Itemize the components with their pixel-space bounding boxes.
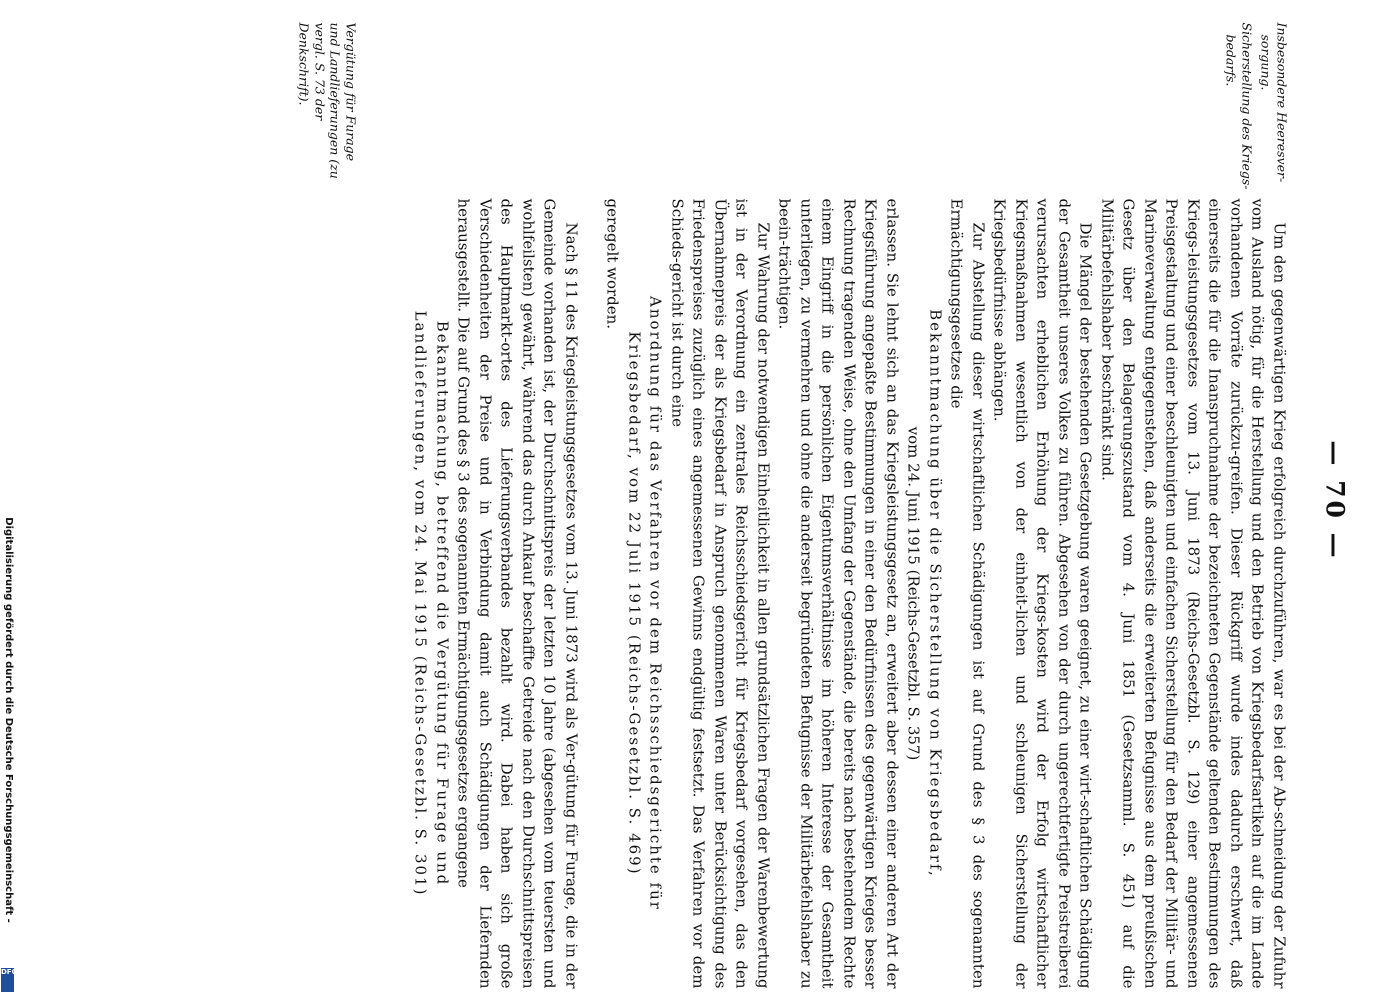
- paragraph: Nach § 11 des Kriegsleistungsgesetzes vom 13. Juni 1873 wird als Ver-gütung für Furage, die in der Gemeinde vorhanden ist, der Durchschnittspreis der letzten 10 Jahre (abgesehen vom teuersten und wohlfeilsten) gewährt, während das durch Ankauf beschaffte Getreide nach den Durchschnittspreisen des Hauptmarkt-ortes des Lieferungsverbandes bezahlt wird. Dabei haben sich große Verschiedenheiten der Preise und in Verbindung damit auch Schädigungen der Liefernden herausgestellt. Die auf Grund des § 3 des sogenannten Ermächtigungsgesetzes ergangene: [455, 198, 581, 989]
- digitization-caption: Digitalisierung gefördert durch die Deutsche Forschungsgemeinschaft -: [3, 517, 14, 923]
- dfg-logo-text: DFG: [1, 968, 18, 976]
- margin-note-heeresversorgung: [1259, 23, 1290, 195]
- margin-note-line: Insbesondere Heeresver-: [1274, 22, 1290, 183]
- paragraph: Zur Wahrung der notwendigen Einheitlichkeit in allen grundsätzlichen Fragen der Warenbewertung ist in der Verordnung ein zentrales Reichsschiedsgericht für Kriegsbedarf vorgesehen, das den Übernahmepreis der als Kriegsbedarf in Anspruch genommenen Waren unter Berücksichtigung des Friedenspreises zuzüglich eines angemessenen Gewinns endgültig festsetzt. Das Verfahren vor dem Schieds-gericht ist durch eine: [668, 198, 773, 989]
- margin-note-line: Sicherstellung des Kriegs-: [1239, 22, 1255, 190]
- paragraph: Um den gegenwärtigen Krieg erfolgreich durchzuführen, war es bei der Ab-schneidung der Zufuhr vom Ausland nötig, für die Herstellung und den Betrieb von Kriegsbedarfsartikeln auf die im Lande vorhandenen Vorräte zurückzu-greifen. Dieser Rückgriff wurde indes dadurch erschwert, daß einerseits die für die Inanspruchnahme der bezeichneten Gegenstände geltenden Bestimmungen des Kriegs-leistungsgesetzes vom 13. Juni 1873 (Reichs-Gesetzbl. S. 129) einer angemessenen Preisgestaltung und einer beschleunigten und einfachen Sicherstellung für den Bedarf der Militär- und Marineverwaltung entgegenstehen, daß anderseits die erweiterten Befugnisse aus dem preußischen Gesetz über den Belagerungszustand vom 4. Juni 1851 (Gesetzsamml. S. 451) auf die Militärbefehlshaber beschränkt sind.: [1098, 198, 1289, 989]
- margin-note-line: bedarfs.: [1224, 34, 1239, 87]
- decree-title: Bekanntmachung, betreffend die Vergütung für Furage und Landlieferungen, vom 24. Mai 1915 (Reichs-Gesetzbl. S. 301): [412, 310, 452, 897]
- rotated-document-page: [0, 1, 1383, 1001]
- paragraph: erlassen. Sie lehnt sich an das Kriegsleistungsgesetz an, erweitert aber dessen einer anderen Art der Kriegsführung angepaßte Bestimmungen in einer den Bedürfnissen des gegenwärtigen Krieges besser Rechnung tragenden Weise, ohne den Umfang der Gegenstände, die bereits nach bestehendem Rechte einem Eingriff in die persönlichen Eigentumsverhältnisse im höheren Interesse der Gesamtheit unterliegen, zu vermehren und ohne die anderseit begründeten Befugnisse der Militärbefehlshaber zu beein-trächtigen.: [776, 198, 902, 989]
- margin-note-line: und Landlieferungen (zu: [328, 22, 343, 179]
- page-number: — 70 —: [1320, 440, 1350, 561]
- margin-note-line: sorgung.: [1259, 34, 1274, 91]
- margin-note-furage: [297, 23, 359, 195]
- paragraph: geregelt worden.: [604, 198, 622, 330]
- margin-note-line: vergl. S. 73 der Denkschrift).: [297, 22, 328, 121]
- margin-note-line: Vergütung für Furage: [343, 22, 359, 162]
- decree-reference: vom 24. Juni 1915 (Reichs-Gesetzbl. S. 357): [905, 426, 923, 761]
- paragraph: Die Mängel der bestehenden Gesetzgebung waren geeignet, zu einer wirt-schaftlichen Schädigung der Gesamtheit unseres Volkes zu führen. Abgesehen von der durch ungerechtfertigte Preistreiberei verursachten erheblichen Erhöhung der Kriegs-kosten wird der Erfolg wirtschaftlicher Kriegsmaßnahmen wesentlich von der einheit-lichen und schleunigen Sicherstellung der Kriegsbedürfnisse abhängen.: [991, 198, 1095, 989]
- paragraph: Zur Abstellung dieser wirtschaftlichen Schädigungen ist auf Grund des § 3 des sogenannten Ermächtigungsgesetzes die: [948, 198, 988, 989]
- decree-title: Anordnung für das Verfahren vor dem Reichsschiedsgerichte für Kriegsbedarf, vom 22 Juli 1915 (Reichs-Gesetzbl. S. 469): [625, 296, 665, 911]
- decree-title: Bekanntmachung über die Sicherstellung von Kriegsbedarf,: [926, 309, 945, 878]
- body-text: [410, 199, 1290, 989]
- margin-note-kriegsbedarf: [1224, 23, 1255, 195]
- dfg-logo-icon: [1, 968, 18, 992]
- digitization-sidebar: [0, 0, 16, 1000]
